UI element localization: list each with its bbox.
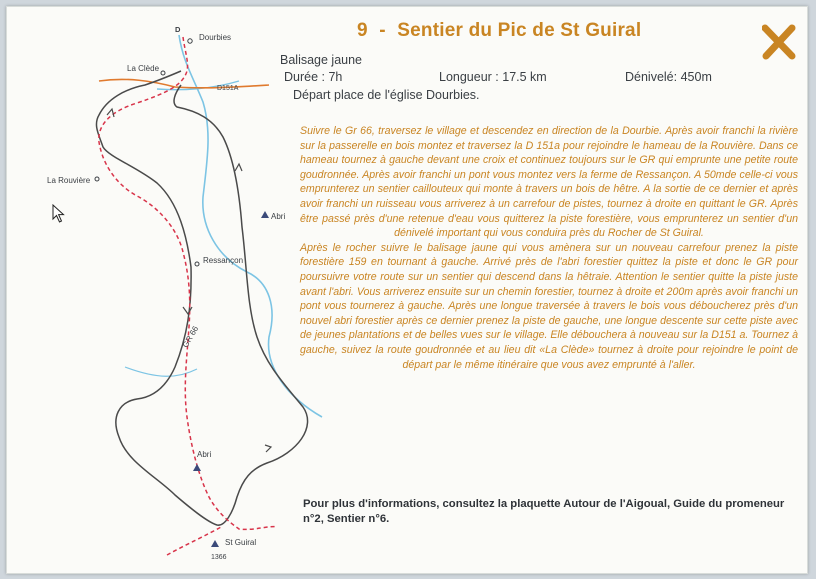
title-separator: -	[379, 20, 386, 41]
arrow-3	[183, 307, 192, 314]
trail-map	[7, 7, 337, 573]
route-card	[6, 6, 808, 574]
dourbies-dot	[188, 39, 192, 43]
start-marker-label: D	[175, 25, 181, 34]
route-west-spur	[167, 527, 221, 555]
more-info-text: Pour plus d'informations, consultez la plaquette Autour de l'Aigoual, Guide du promeneur n°2, Sentier n°6.	[303, 498, 785, 525]
st-guiral-peak-icon	[211, 540, 219, 547]
la-rouviere-label: La Rouvière	[47, 176, 91, 185]
route-number: 9	[357, 20, 368, 41]
abri-bottom-icon	[193, 464, 201, 471]
la-rouviere-dot	[95, 177, 99, 181]
length-text: Longueur : 17.5 km	[439, 70, 547, 84]
abri-bottom-label: Abri	[197, 450, 212, 459]
la-clede-label: La Clède	[127, 64, 160, 73]
road-label: D151A	[217, 85, 239, 92]
route-gr66	[99, 37, 277, 529]
route-name: Sentier du Pic de St Guiral	[397, 20, 642, 41]
dourbies-label: Dourbies	[199, 33, 232, 42]
road-d151a	[99, 79, 269, 87]
gr66-label: GR 66	[180, 324, 201, 350]
duration-text: Durée : 7h	[284, 70, 343, 84]
la-clede-dot	[161, 71, 165, 75]
altitude-label: 1366	[211, 554, 227, 561]
mouse-cursor-icon	[52, 204, 66, 224]
ressancon-dot	[195, 262, 199, 266]
abri-top-icon	[261, 211, 269, 218]
description-paragraph-2: Après le rocher suivre le balisage jaune qui vous amènera sur un nouveau carrefour prenez la piste forestière 159 en tournant à gauche. Arrivé près de l'abri forestier quittez la piste et donc le GR pour poursuivre votre route sur un sentier qui descend dans la hêtraie. Attention le sentier quitte la piste juste avant l'abri. Vous arriverez ensuite sur un chemin forestier, tournez à droite et 200m après avoir franchi un pont vous tournerez à gauche. Après une longue traversée à travers le bois vous déboucherez près d'un nouvel abri forestier après ce dernier prenez la piste de gauche, une longue descente sur cette piste avec de jeunes plantations et de belles vues sur le village. Elle débouchera à nouveau sur la D151 a. Tournez à gauche, suivez la route goudronnée et au lieu dit «La Clède» tournez à droite pour rejoindre le point de départ par le même itinéraire que vous avez emprunté à l'aller.	[300, 241, 798, 371]
close-cross-icon	[762, 24, 796, 60]
departure-text: Départ place de l'église Dourbies.	[293, 88, 480, 102]
route-title	[357, 20, 641, 42]
balisage-text: Balisage jaune	[280, 53, 363, 67]
elevation-text: Dénivelé: 450m	[625, 70, 712, 84]
arrow-4	[265, 445, 271, 452]
route-description	[300, 124, 798, 372]
arrow-2	[235, 164, 242, 171]
st-guiral-label: St Guiral	[225, 538, 257, 547]
arrow-1	[107, 109, 114, 117]
description-paragraph-1: Suivre le Gr 66, traversez le village et descendez en direction de la Dourbie. Après avoir franchi la rivière sur la passerelle en bois montez et traversez la D 151a pour rejoindre le hameau de la Rouvière. Dans ce hameau tournez à gauche devant une croix et continuez toujours sur le GR qui emprunte une petite route goudronnée. Après avoir franchi un pont vous montez vers la ferme de Ressançon. A 50mde celle-ci vous emprunterez un sentier caillouteux qui monte à travers un bois de hêtre. A la sortie de ce dernier et après avoir franchi un ruisseau vous arriverez à un carrefour de pistes, tournez à droite en quittant le GR. Après être passé près d'une retenue d'eau vous quitterez la piste forestière, vous emprunterez un sentier d'un dénivelé important qui vous conduira près du Rocher de St Guiral.	[300, 125, 798, 240]
ressancon-label: Ressançon	[203, 256, 244, 265]
abri-top-label: Abri	[271, 212, 286, 221]
